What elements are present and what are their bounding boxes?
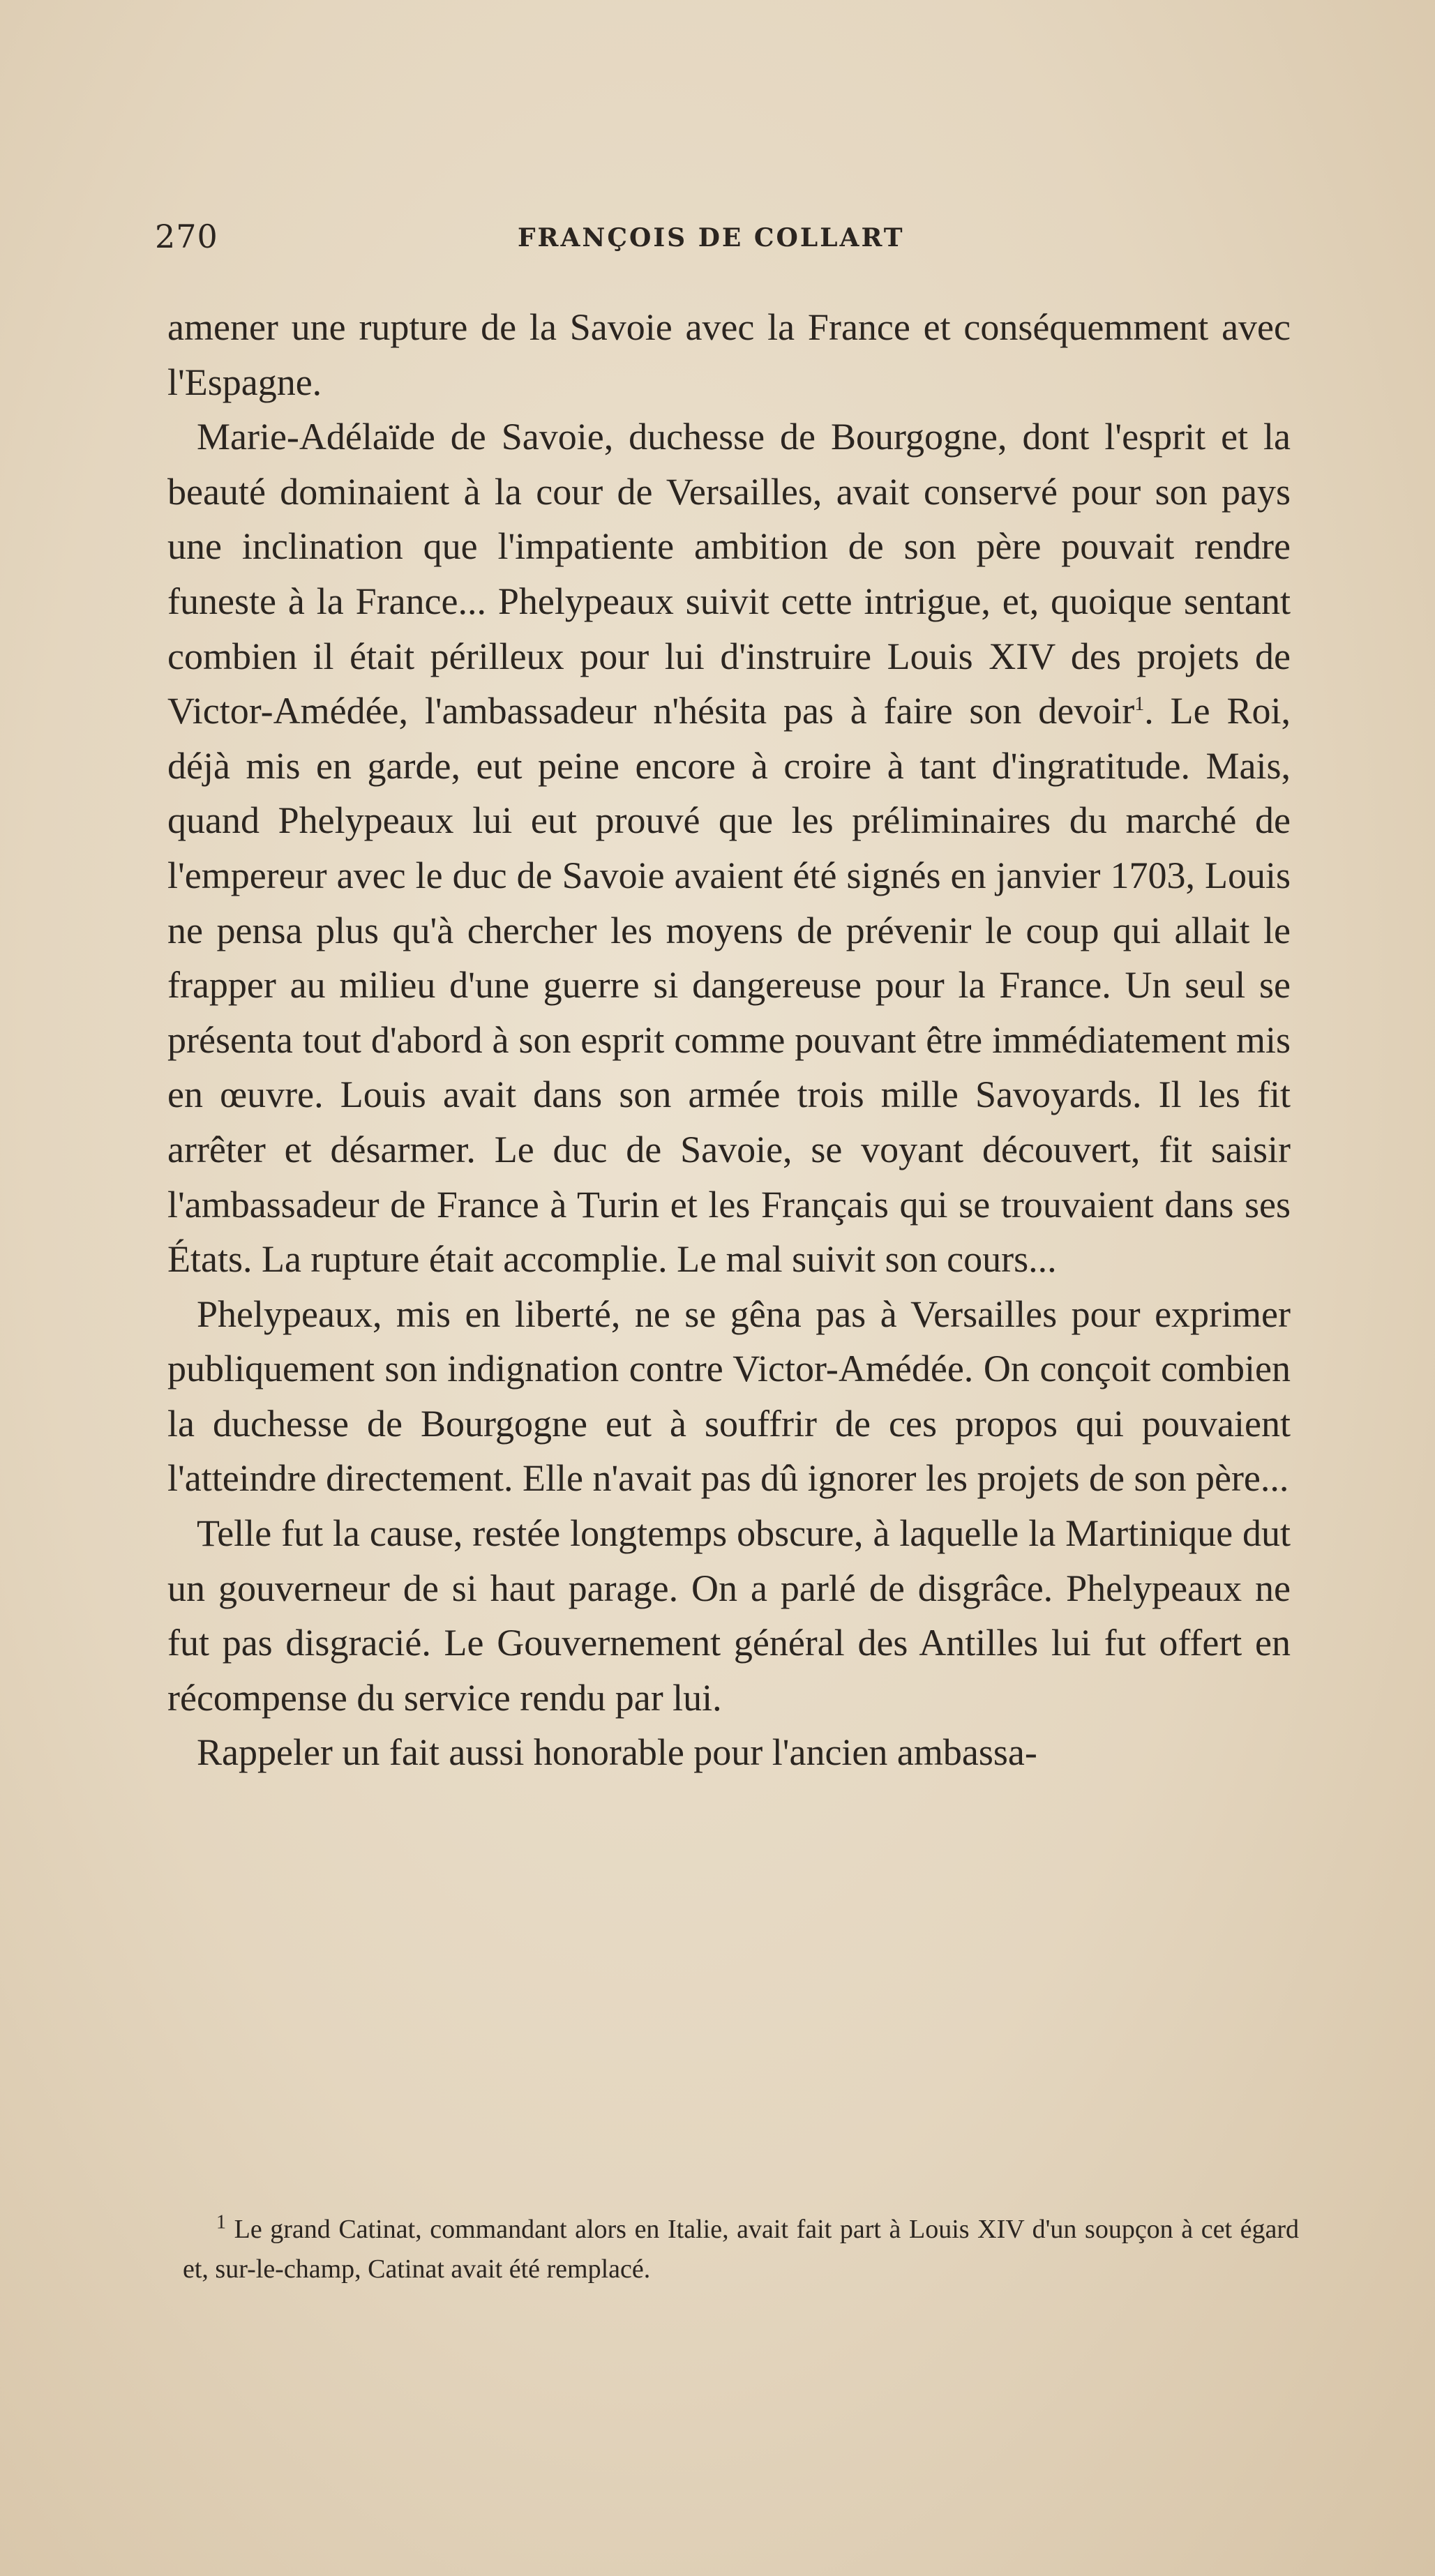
footnote-1 [183,2210,1299,2289]
paragraph-4: Telle fut la cause, restée longtemps obscure, à laquelle la Martinique dut un gouverneur de si haut parage. On a parlé de disgrâce. Phelypeaux ne fut pas disgracié. Le Gouvernement général des Antilles lui fut offert en récompense du service rendu par lui. [167,1512,1291,1719]
paragraph-2-text: Marie-Adélaïde de Savoie, duchesse de Bourgogne, dont l'esprit et la beauté dominaient à la cour de Versailles, avait conservé pour son pays une inclination que l'impatiente ambition de son père pouvait rendre funeste à la France... Phelypeaux suivit cette intrigue, et, quoique sentant combien il était périlleux pour lui d'instruire Louis XIV des projets de Victor-Amédée, l'ambassadeur n'hésita pas à faire son devoir [167,416,1291,732]
footnote-text: Le grand Catinat, commandant alors en Italie, avait fait part à Louis XIV d'un soupçon à cet égard et, sur-le-champ, Catinat avait été remplacé. [183,2215,1300,2284]
paragraph-2-continuation: . Le Roi, déjà mis en garde, eut peine encore à croire à tant d'ingratitude. Mais, quand Phelypeaux lui eut prouvé que les préliminaires du marché de l'empereur avec le duc de Savoie avaient été signés en janvier 1703, Louis ne pensa plus qu'à chercher les moyens de prévenir le coup qui allait le frapper au milieu d'une guerre si dangereuse pour la France. Un seul se présenta tout d'abord à son esprit comme pouvant être immédiatement mis en œuvre. Louis avait dans son armée trois mille Savoyards. Il les fit arrêter et désarmer. Le duc de Savoie, se voyant découvert, fit saisir l'ambassadeur de France à Turin et les Français qui se trouvaient dans ses États. La rupture était accomplie. Le mal suivit son cours... [167,690,1291,1281]
page-number: 270 [155,218,218,255]
paragraph-2 [167,409,1291,1287]
body-text [167,300,1291,1780]
footnote-mark: 1 [216,2211,226,2234]
running-title: FRANÇOIS DE COLLART [518,223,905,253]
paragraph-1: amener une rupture de la Savoie avec la France et conséquemment avec l'Espagne. [167,306,1291,403]
footnote-reference: 1 [1134,693,1145,716]
paragraph-3: Phelypeaux, mis en liberté, ne se gêna pas à Versailles pour exprimer publiquement son indignation contre Victor-Amédée. On conçoit combien la duchesse de Bourgogne eut à souffrir de ces propos qui pouvaient l'atteindre directement. Elle n'avait pas dû ignorer les projets de son père... [167,1293,1291,1500]
paragraph-5: Rappeler un fait aussi honorable pour l'ancien ambassa- [197,1731,1037,1774]
footnotes [183,2210,1299,2289]
page-header [155,218,1285,259]
